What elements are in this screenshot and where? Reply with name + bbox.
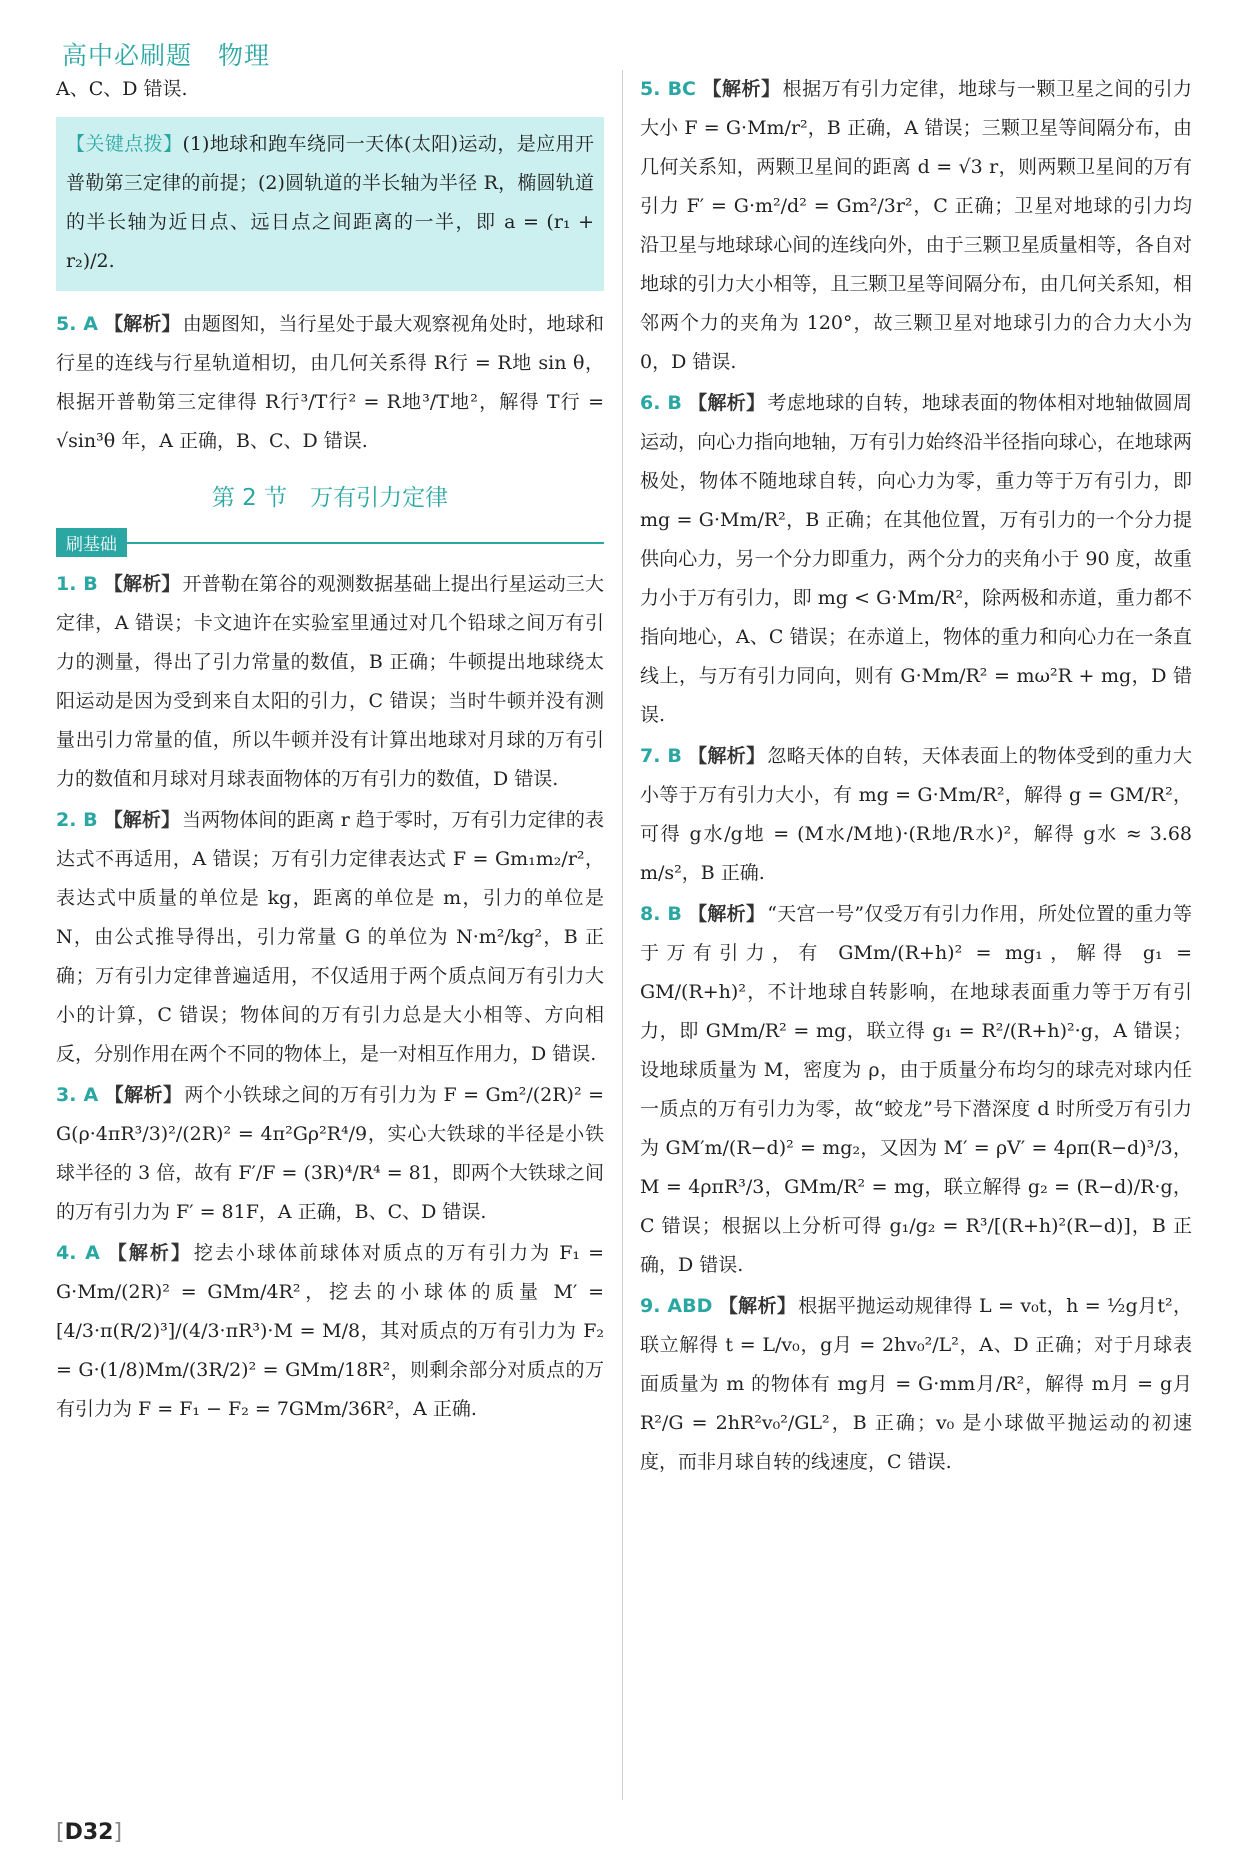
page-number-text: D32 [64, 1820, 114, 1845]
basic-label: 刷基础 [56, 528, 127, 557]
analysis-tag: 【解析】 [103, 313, 181, 335]
answer-text: 当两物体间的距离 r 趋于零时，万有引力定律的表达式不再适用，A 错误；万有引力定律表达式 F = Gm₁m₂/r²，表达式中质量的单位是 kg，距离的单位是 m，引力的单位是 N，由公式推导得出，引力常量 G 的单位为 N·m²/kg²，B 正确；万有引力定律普遍适用，不仅适用于两个质点间万有引力大小的计算，C 错误；物体间的万有引力总是大小相等、方向相反，分别作用在两个不同的物体上，是一对相互作用力，D 错误. [56, 809, 604, 1065]
analysis-tag: 【解析】 [687, 903, 766, 925]
answer-text: 根据平抛运动规律得 L = v₀t，h = ½g月t²，联立解得 t = L/v₀，g月 = 2hv₀²/L²，A、D 正确；对于月球表面质量为 m 的物体有 mg月 = G·mm月/R²，解得 m月 = g月R²/G = 2hR²v₀²/GL²，B 正确；v₀ 是小球做平抛运动的初速度，而非月球自转的线速度，C 错误. [640, 1295, 1192, 1473]
answer-text: 由题图知，当行星处于最大观察视角处时，地球和行星的连线与行星轨道相切，由几何关系得 R行 = R地 sin θ，根据开普勒第三定律得 R行³/T行² = R地³/T地²，解得 T行 = √sin³θ 年，A 正确，B、C、D 错误. [56, 313, 604, 452]
answer-number: 4. A [56, 1242, 100, 1264]
answer-text: 根据万有引力定律，地球与一颗卫星之间的引力大小 F = G·Mm/r²，B 正确，A 错误；三颗卫星等间隔分布，由几何关系知，两颗卫星间的距离 d = √3 r，则两颗卫星间的万有引力 F′ = G·m²/d² = Gm²/3r²，C 正确；卫星对地球的引力均沿卫星与地球球心间的连线向外，由于三颗卫星质量相等，各自对地球的引力大小相等，且三颗卫星等间隔分布，由几何关系知，相邻两个力的夹角为 120°，故三颗卫星对地球引力的合力大小为 0，D 错误. [640, 78, 1192, 373]
answer-text: “天宫一号”仅受万有引力作用，所处位置的重力等于万有引力，有 GMm/(R+h)² = mg₁，解得 g₁ = GM/(R+h)²，不计地球自转影响，在地球表面重力等于万有引力，即 GMm/R² = mg，联立得 g₁ = R²/(R+h)²·g，A 错误；设地球质量为 M，密度为 ρ，由于质量分布均匀的球壳对球内任一质点的万有引力为零，故“蛟龙”号下潜深度 d 时所受万有引力为 GM′m/(R−d)² = mg₂，又因为 M′ = ρV′ = 4ρπ(R−d)³/3，M = 4ρπR³/3，GMm/R² = mg，联立解得 g₂ = (R−d)/R·g，C 错误；根据以上分析可得 g₁/g₂ = R³/[(R+h)²(R−d)]，B 正确，D 错误. [640, 903, 1192, 1276]
analysis-tag: 【解析】 [687, 745, 766, 767]
answer-text: 考虑地球的自转，地球表面的物体相对地轴做圆周运动，向心力指向地轴，万有引力始终沿半径指向球心，在地球两极处，物体不随地球自转，向心力为零，重力等于万有引力，即 mg = G·Mm/R²，B 正确；在其他位置，万有引力的一个分力提供向心力，另一个分力即重力，两个分力的夹角小于 90 度，故重力小于万有引力，即 mg < G·Mm/R²，除两极和赤道，重力都不指向地心，A、C 错误；在赤道上，物体的重力和向心力在一条直线上，与万有引力同向，则有 G·Mm/R² = mω²R + mg，D 错误. [640, 392, 1192, 726]
banner-line [127, 542, 604, 544]
left-column [56, 70, 604, 1431]
section-title: 第 2 节 万有引力定律 [211, 485, 449, 511]
answer-item-6 [640, 384, 1192, 735]
key-point-text: (1)地球和跑车绕同一天体(太阳)运动，是应用开普勒第三定律的前提；(2)圆轨道的半长轴为半径 R，椭圆轨道的半长轴为近日点、远日点之间距离的一半，即 a = (r₁ + r₂)/2. [66, 133, 594, 272]
answer-text: 两个小铁球之间的万有引力为 F = Gm²/(2R)² = G(ρ·4πR³/3)²/(2R)² = 4π²Gρ²R⁴/9，实心大铁球的半径是小铁球半径的 3 倍，故有 F′/F = (3R)⁴/R⁴ = 81，即两个大铁球之间的万有引力为 F′ = 81F，A 正确，B、C、D 错误. [56, 1084, 604, 1223]
basic-banner [56, 528, 604, 557]
answer-item-1 [56, 565, 604, 799]
answer-text: 挖去小球体前球体对质点的万有引力为 F₁ = G·Mm/(2R)² = GMm/4R²，挖去的小球体的质量 M′ = [4/3·π(R/2)³]/(4/3·πR³)·M = M/8，其对质点的万有引力为 F₂ = G·(1/8)Mm/(3R/2)² = GMm/18R²，则剩余部分对质点的万有引力为 F = F₁ − F₂ = 7GMm/36R²，A 正确. [56, 1242, 604, 1420]
answer-text: 忽略天体的自转，天体表面上的物体受到的重力大小等于万有引力大小，有 mg = G·Mm/R²，解得 g = GM/R²，可得 g水/g地 = (M水/M地)·(R地/R水)²，解得 g水 ≈ 3.68 m/s²，B 正确. [640, 745, 1192, 884]
key-point-label: 【关键点拨】 [66, 133, 183, 155]
answer-number: 6. B [640, 392, 682, 414]
answer-item-2 [56, 801, 604, 1074]
analysis-tag: 【解析】 [687, 392, 766, 414]
answer-number: 7. B [640, 745, 682, 767]
page-number: [D32] [56, 1820, 123, 1845]
answer-item-9 [640, 1287, 1192, 1482]
answer-item-r5 [640, 70, 1192, 382]
page-header: 高中必刷题 物理 [62, 41, 271, 70]
answer-number: 3. A [56, 1084, 99, 1106]
analysis-tag: 【解析】 [103, 573, 181, 595]
answer-number: 5. BC [640, 78, 696, 100]
key-point-box [56, 117, 604, 291]
answer-number: 8. B [640, 903, 682, 925]
analysis-tag: 【解析】 [104, 1084, 183, 1106]
analysis-tag: 【解析】 [105, 1242, 192, 1264]
analysis-tag: 【解析】 [103, 809, 181, 831]
answer-text: 开普勒在第谷的观测数据基础上提出行星运动三大定律，A 错误；卡文迪许在实验室里通过对几个铅球之间万有引力的测量，得出了引力常量的数值，B 正确；牛顿提出地球绕太阳运动是因为受到来自太阳的引力，C 错误；当时牛顿并没有测量出引力常量的值，所以牛顿并没有计算出地球对月球的万有引力的数值和月球对月球表面物体的万有引力的数值，D 错误. [56, 573, 604, 790]
answer-item-l5 [56, 305, 604, 461]
answer-number: 9. ABD [640, 1295, 713, 1317]
right-column [640, 70, 1192, 1484]
analysis-tag: 【解析】 [718, 1295, 797, 1317]
answer-item-3 [56, 1076, 604, 1232]
answer-number: 5. A [56, 313, 98, 335]
answer-number: 1. B [56, 573, 98, 595]
analysis-tag: 【解析】 [702, 78, 781, 100]
lead-text: A、C、D 错误. [56, 78, 188, 100]
column-divider [622, 70, 623, 1800]
answer-item-4 [56, 1234, 604, 1429]
answer-item-8 [640, 895, 1192, 1285]
answer-item-7 [640, 737, 1192, 893]
answer-number: 2. B [56, 809, 98, 831]
